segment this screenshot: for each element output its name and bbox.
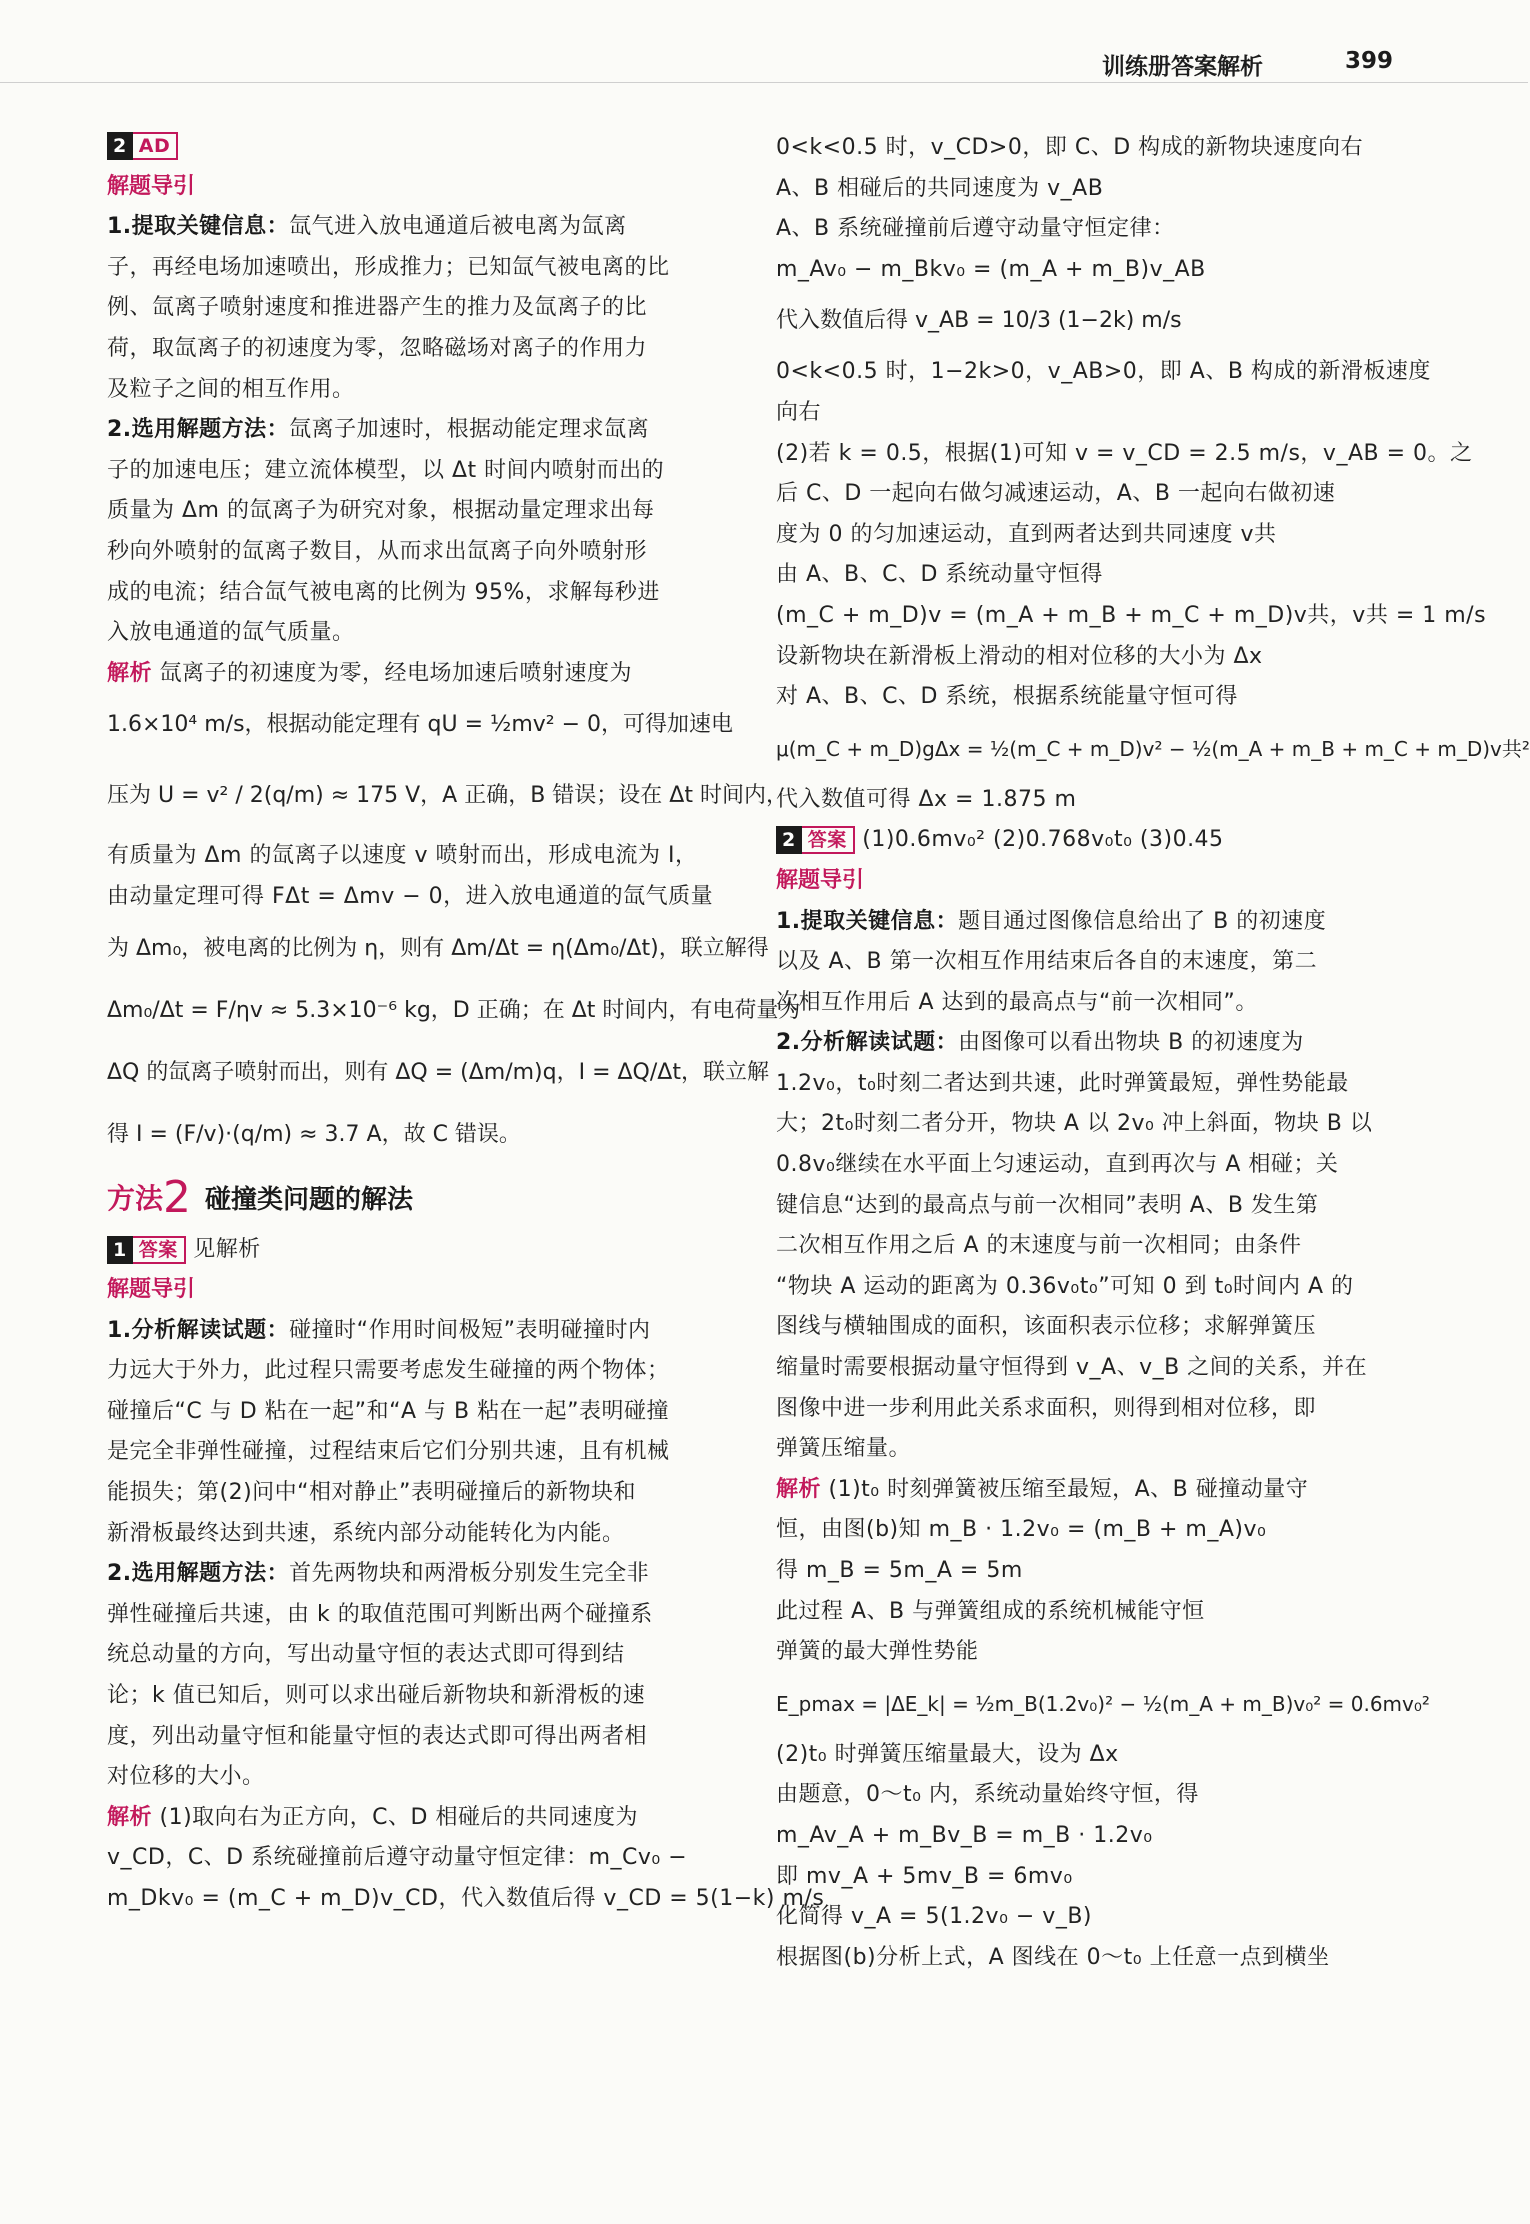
paragraph-line: 论；k 值已知后，则可以求出碰后新物块和新滑板的速 (107, 1683, 646, 1709)
paragraph-line: 次相互作用后 A 达到的最高点与“前一次相同”。 (776, 989, 1258, 1015)
paragraph-line: 质量为 Δm 的氙离子为研究对象，根据动量定理求出每 (107, 498, 655, 524)
formula-line: ΔQ 的氙离子喷射而出，则有 ΔQ = (Δm/m)q，I = ΔQ/Δt，联立解 (107, 1059, 769, 1085)
section-heading: 解题导引 (776, 867, 865, 893)
method-heading: 方法2 碰撞类问题的解法 (107, 1171, 414, 1223)
answer-badge: 2 AD (107, 132, 178, 160)
paragraph-line: 0<k<0.5 时，v_CD>0，即 C、D 构成的新物块速度向右 (776, 135, 1364, 160)
paragraph-line: m_Dkv₀ = (m_C + m_D)v_CD，代入数值后得 v_CD = 5(1−k) m/s (107, 1886, 825, 1911)
paragraph-line: 例、氙离子喷射速度和推进器产生的推力及氙离子的比 (107, 295, 648, 321)
paragraph-line: 子的加速电压；建立流体模型，以 Δt 时间内喷射而出的 (107, 457, 665, 483)
section-heading: 解题导引 (107, 173, 196, 199)
paragraph-line: 子，再经电场加速喷出，形成推力；已知氙气被电离的比 (107, 254, 670, 280)
paragraph-line: 缩量时需要根据动量守恒得到 v_A、v_B 之间的关系，并在 (776, 1355, 1368, 1381)
paragraph-line: 由题意，0～t₀ 内，系统动量始终守恒，得 (776, 1782, 1199, 1808)
paragraph-line: 1.提取关键信息：题目通过图像信息给出了 B 的初速度 (776, 908, 1327, 934)
paragraph-line: 键信息“达到的最高点与前一次相同”表明 A、B 发生第 (776, 1192, 1319, 1218)
paragraph-line: A、B 相碰后的共同速度为 v_AB (776, 175, 1104, 201)
answer-line-q2 (107, 126, 735, 167)
paragraph-line: 对位移的大小。 (107, 1764, 265, 1790)
paragraph-line: 代入数值可得 Δx = 1.875 m (776, 786, 1077, 812)
paragraph-line: 2.分析解读试题：由图像可以看出物块 B 的初速度为 (776, 1030, 1304, 1056)
formula-line: μ(m_C + m_D)gΔx = ½(m_C + m_D)v² − ½(m_A + m_B + m_C + m_D)v共² (776, 736, 1530, 761)
paragraph-line: 新滑板最终达到共速，系统内部分动能转化为内能。 (107, 1520, 625, 1546)
section-heading: 解题导引 (107, 1277, 196, 1303)
paragraph-line: 2.选用解题方法：首先两物块和两滑板分别发生完全非 (107, 1561, 650, 1587)
formula-line: 1.6×10⁴ m/s，根据动能定理有 qU = ½mv² − 0，可得加速电 (107, 712, 734, 738)
formula-line: E_pmax = |ΔE_k| = ½m_B(1.2v₀)² − ½(m_A + m_B)v₀² = 0.6mv₀² (776, 1691, 1430, 1716)
paragraph-line: 2.选用解题方法：氙离子加速时，根据动能定理求氙离 (107, 417, 650, 443)
analysis-line: 解析 氙离子的初速度为零，经电场加速后喷射速度为 (107, 660, 633, 686)
answer-badge: 1 答案 (107, 1236, 186, 1264)
answer-line-q2-right: 2 答案 (1)0.6mv₀² (2)0.768v₀t₀ (3)0.45 (776, 820, 1404, 861)
paragraph-line: 图线与横轴围成的面积，该面积表示位移；求解弹簧压 (776, 1314, 1317, 1340)
paragraph-line: 度，列出动量守恒和能量守恒的表达式即可得出两者相 (107, 1723, 648, 1749)
paragraph-line: 向右 (776, 399, 822, 425)
formula-line: Δm₀/Δt = F/ηv ≈ 5.3×10⁻⁶ kg，D 正确；在 Δt 时间内，有电荷量为 (107, 997, 801, 1023)
paragraph-line: 大；2t₀时刻二者分开，物块 A 以 2v₀ 冲上斜面，物块 B 以 (776, 1111, 1373, 1137)
paragraph-line: 是完全非弹性碰撞，过程结束后它们分别共速，且有机械 (107, 1439, 670, 1465)
paragraph-line: (2)若 k = 0.5，根据(1)可知 v = v_CD = 2.5 m/s，v_AB = 0。之 (776, 440, 1473, 466)
paragraph-line: 力远大于外力，此过程只需要考虑发生碰撞的两个物体； (107, 1358, 670, 1384)
paragraph-line: 根据图(b)分析上式，A 图线在 0～t₀ 上任意一点到横坐 (776, 1944, 1330, 1970)
answer-line-q1: 1 答案 见解析 (107, 1230, 735, 1271)
paragraph-line: 统总动量的方向，写出动量守恒的表达式即可得到结 (107, 1642, 625, 1668)
paragraph-line: 恒，由图(b)知 m_B · 1.2v₀ = (m_B + m_A)v₀ (776, 1517, 1267, 1543)
paragraph-line: 弹簧压缩量。 (776, 1436, 912, 1462)
analysis-line: 解析 (1)t₀ 时刻弹簧被压缩至最短，A、B 碰撞动量守 (776, 1476, 1309, 1502)
paragraph-line: 荷，取氙离子的初速度为零，忽略磁场对离子的作用力 (107, 335, 648, 361)
paragraph-line: 度为 0 的匀加速运动，直到两者达到共同速度 v共 (776, 521, 1277, 547)
paragraph-line: 弹簧的最大弹性势能 (776, 1639, 979, 1665)
paragraph-line: 即 mv_A + 5mv_B = 6mv₀ (776, 1863, 1073, 1889)
paragraph-line: “物块 A 运动的距离为 0.36v₀t₀”可知 0 到 t₀时间内 A 的 (776, 1273, 1354, 1299)
paragraph-line: A、B 系统碰撞前后遵守动量守恒定律： (776, 216, 1175, 242)
paragraph-line: 能损失；第(2)问中“相对静止”表明碰撞后的新物块和 (107, 1480, 636, 1506)
paragraph-line: 有质量为 Δm 的氙离子以速度 v 喷射而出，形成电流为 I， (107, 843, 698, 869)
paragraph-line: (2)t₀ 时弹簧压缩量最大，设为 Δx (776, 1741, 1119, 1767)
paragraph-line: m_Av_A + m_Bv_B = m_B · 1.2v₀ (776, 1822, 1153, 1848)
paragraph-line: 由动量定理可得 FΔt = Δmv − 0，进入放电通道的氙气质量 (107, 883, 714, 909)
paragraph-line: 0.8v₀继续在水平面上匀速运动，直到再次与 A 相碰；关 (776, 1152, 1339, 1178)
formula-line: 压为 U = v² / 2(q/m) ≈ 175 V，A 正确，B 错误；设在 Δt 时间内， (107, 783, 788, 809)
paragraph-line: 对 A、B、C、D 系统，根据系统能量守恒可得 (776, 684, 1238, 710)
paragraph-line: v_CD，C、D 系统碰撞前后遵守动量守恒定律：m_Cv₀ − (107, 1845, 688, 1871)
paragraph-line: 弹性碰撞后共速，由 k 的取值范围可判断出两个碰撞系 (107, 1601, 653, 1627)
formula-line: 为 Δm₀，被电离的比例为 η，则有 Δm/Δt = η(Δm₀/Δt)，联立解得 (107, 935, 769, 961)
answer-badge: 2 答案 (776, 826, 855, 854)
paragraph-line: 设新物块在新滑板上滑动的相对位移的大小为 Δx (776, 643, 1263, 669)
paragraph-line: 1.分析解读试题：碰撞时“作用时间极短”表明碰撞时内 (107, 1317, 651, 1343)
analysis-line: 解析 (1)取向右为正方向，C、D 相碰后的共同速度为 (107, 1804, 638, 1830)
paragraph-line: m_Av₀ − m_Bkv₀ = (m_A + m_B)v_AB (776, 256, 1206, 282)
formula-line: 代入数值后得 v_AB = 10/3 (1−2k) m/s (776, 308, 1182, 334)
paragraph-line: 由 A、B、C、D 系统动量守恒得 (776, 562, 1103, 588)
paragraph-line: 此过程 A、B 与弹簧组成的系统机械能守恒 (776, 1598, 1205, 1624)
paragraph-line: 以及 A、B 第一次相互作用结束后各自的末速度，第二 (776, 949, 1318, 975)
paragraph-line: 化简得 v_A = 5(1.2v₀ − v_B) (776, 1904, 1093, 1930)
paragraph-line: 秒向外喷射的氙离子数目，从而求出氙离子向外喷射形 (107, 538, 648, 564)
page-number: 399 (1345, 48, 1394, 74)
paragraph-line: 成的电流；结合氙气被电离的比例为 95%，求解每秒进 (107, 579, 660, 605)
paragraph-line: 0<k<0.5 时，1−2k>0，v_AB>0，即 A、B 构成的新滑板速度 (776, 359, 1431, 385)
page-header (0, 42, 1528, 82)
paragraph-line: 二次相互作用之后 A 的末速度与前一次相同；由条件 (776, 1233, 1302, 1259)
paragraph-line: 1.2v₀，t₀时刻二者达到共速，此时弹簧最短，弹性势能最 (776, 1070, 1349, 1096)
paragraph-line: 碰撞后“C 与 D 粘在一起”和“A 与 B 粘在一起”表明碰撞 (107, 1398, 669, 1424)
right-column (776, 128, 1530, 1978)
paragraph-line: 入放电通道的氙气质量。 (107, 620, 355, 646)
running-title: 训练册答案解析 (1102, 54, 1263, 80)
paragraph-line: 后 C、D 一起向右做匀减速运动，A、B 一起向右做初速 (776, 481, 1336, 507)
paragraph-line: 得 m_B = 5m_A = 5m (776, 1558, 1023, 1583)
paragraph-line: 图像中进一步利用此关系求面积，则得到相对位移，即 (776, 1395, 1317, 1421)
paragraph-line: 及粒子之间的相互作用。 (107, 376, 355, 402)
paragraph-line: 1.提取关键信息：氙气进入放电通道后被电离为氙离 (107, 214, 627, 240)
formula-line: 得 I = (F/v)·(q/m) ≈ 3.7 A，故 C 错误。 (107, 1121, 521, 1147)
header-rule (0, 82, 1528, 83)
paragraph-line: (m_C + m_D)v = (m_A + m_B + m_C + m_D)v共，v共 = 1 m/s (776, 602, 1487, 628)
